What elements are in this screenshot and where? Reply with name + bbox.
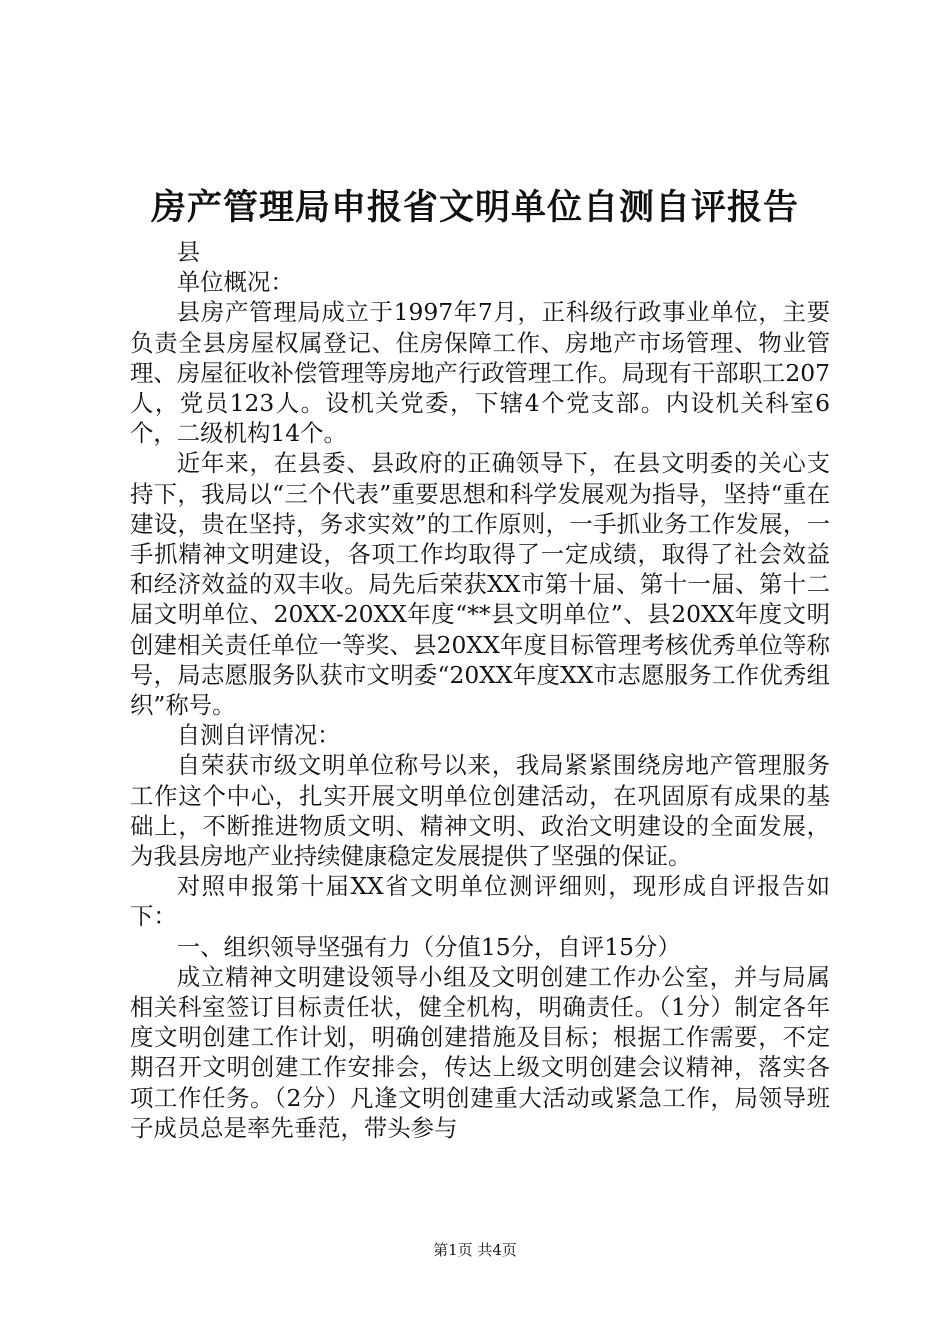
paragraph-report-intro: 对照申报第十届XX省文明单位测评细则，现形成自评报告如下： bbox=[130, 872, 830, 931]
paragraph-achievements: 近年来，在县委、县政府的正确领导下，在县文明委的关心支持下，我局以“三个代表”重要思想和科学发展观为指导，坚持“重在建设，贵在坚持，务求实效”的工作原则，一手抓业务工作发展，一手抓精神文明建设，各项工作均取得了一定成绩，取得了社会效益和经济效益的双丰收。局先后荣获XX市第十届、第十一届、第十二届文明单位、20XX-20XX年度“**县文明单位”、县20XX年度文明创建相关责任单位一等奖、县20XX年度目标管理考核优秀单位等称号，局志愿服务队获市文明委“20XX年度XX市志愿服务工作优秀组织”称号。 bbox=[130, 449, 830, 720]
heading-self-assessment: 自测自评情况： bbox=[176, 721, 341, 750]
heading-section-one: 一、组织领导坚强有力（分值15分，自评15分） bbox=[176, 932, 681, 961]
paragraph-unit-overview: 县房产管理局成立于1997年7月，正科级行政事业单位，主要负责全县房屋权属登记、住房保障工作、房地产市场管理、物业管理、房屋征收补偿管理等房地产行政管理工作。局现有干部职工207人，党员123人。设机关党委，下辖4个党支部。内设机关科室6个，二级机构14个。 bbox=[130, 298, 830, 448]
page-footer: 第1页 共4页 bbox=[433, 1241, 517, 1259]
heading-unit-overview: 单位概况： bbox=[176, 268, 294, 297]
paragraph-self-assessment: 自荣获市级文明单位称号以来，我局紧紧围绕房地产管理服务工作这个中心，扎实开展文明单位创建活动，在巩固原有成果的基础上，不断推进物质文明、精神文明、政治文明建设的全面发展，为我县房地产业持续健康稳定发展提供了坚强的保证。 bbox=[130, 751, 830, 871]
paragraph-county: 县 bbox=[176, 238, 201, 266]
document-body bbox=[130, 237, 830, 1143]
document-title: 房产管理局申报省文明单位自测自评报告 bbox=[150, 187, 799, 228]
paragraph-section-one: 成立精神文明建设领导小组及文明创建工作办公室，并与局属相关科室签订目标责任状，健全机构，明确责任。（1分）制定各年度文明创建工作计划，明确创建措施及目标；根据工作需要，不定期召开文明创建工作安排会，传达上级文明创建会议精神，落实各项工作任务。（2分）凡逢文明创建重大活动或紧急工作，局领导班子成员总是率先垂范，带头参与 bbox=[130, 962, 830, 1142]
